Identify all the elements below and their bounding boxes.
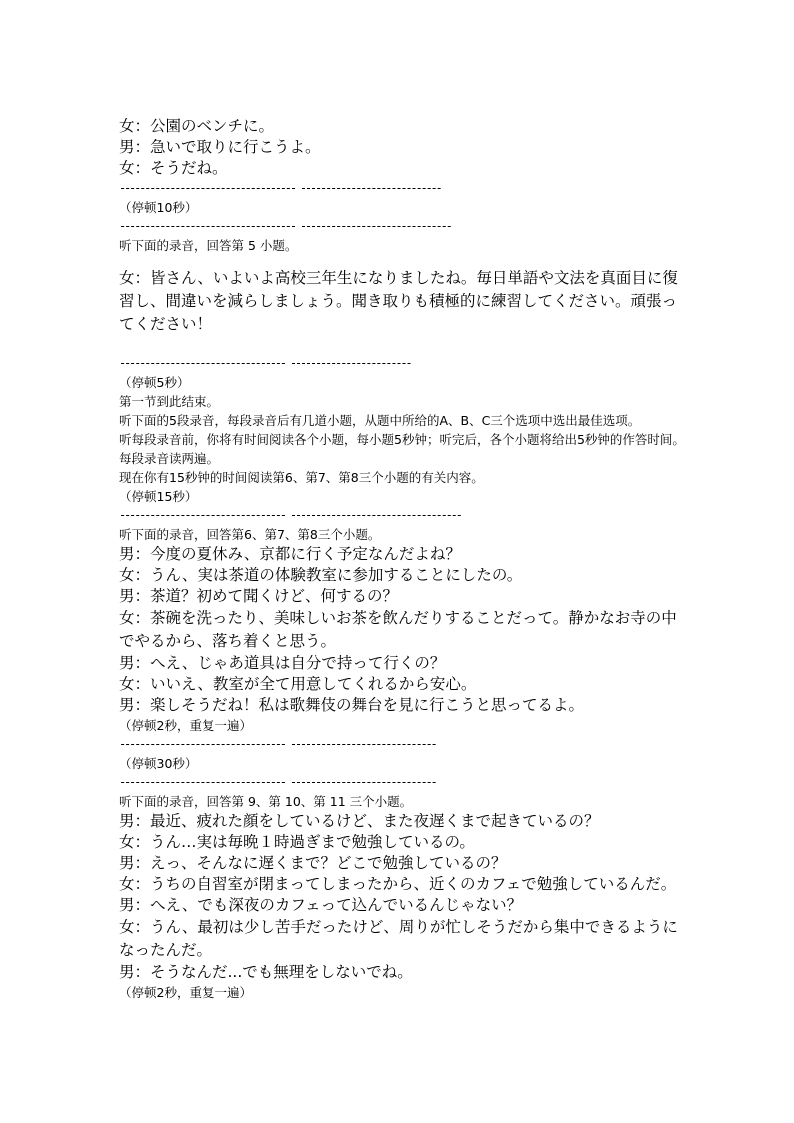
dialogue-line: 女：うちの自習室が閉まってしまったから、近くのカフェで勉強しているんだ。: [119, 875, 677, 893]
separator-line: --------------------------------- ------------------------: [119, 356, 411, 370]
dialogue-line: 男：楽しそうだね！私は歌舞伎の舞台を見に行こうと思ってるよ。: [119, 696, 585, 714]
separator-line: ----------------------------------- ------------------------------: [119, 219, 451, 233]
instruction-line: （停顿2秒，重复一遍）: [119, 985, 252, 1000]
instruction-line: （停顿5秒）: [119, 375, 190, 390]
dialogue-paragraph: 女：皆さん、いよいよ高校三年生になりましたね。毎日単語や文法を真面目に復習し、間違いを減らしましょう。聞き取りも積極的に練習してください。頑張ってください！: [119, 269, 678, 333]
instruction-line: 第一节到此结束。: [119, 394, 220, 409]
dialogue-paragraph: 女：茶碗を洗ったり、美味しいお茶を飲んだりすることだって。静かなお寺の中でやるから、落ち着くと思う。: [119, 609, 677, 650]
document-page: [119, 116, 689, 1002]
separator-line: --------------------------------- -----------------------------: [119, 775, 436, 789]
dialogue-line: 女：いいえ、教室が全て用意してくれるから安心。: [119, 675, 477, 693]
dialogue-line: 女：公園のベンチに。: [119, 117, 275, 135]
dialogue-line: 女：うん、実は茶道の体験教室に参加することにしたの。: [119, 566, 523, 584]
instruction-line: 听下面的5段录音，每段录音后有几道小题，从题中所给的A、B、C三个选项中选出最佳选项。: [119, 413, 641, 428]
dialogue-line: 女：うん…実は毎晩１時過ぎまで勉強しているの。: [119, 833, 475, 851]
dialogue-line: 男：そうなんだ...でも無理をしないでね。: [119, 963, 413, 981]
dialogue-line: 男：茶道？初めて聞くけど、何するの？: [119, 587, 399, 605]
instruction-line: （停顿15秒）: [119, 489, 198, 504]
instruction-line: 现在你有15秒钟的时间阅读第6、第7、第8三个小题的有关内容。: [119, 470, 484, 485]
dialogue-paragraph: 女：うん、最初は少し苦手だったけど、周りが忙しそうだから集中できるようになったんだ。: [119, 918, 678, 959]
instruction-line: （停顿30秒）: [119, 756, 198, 771]
instruction-line: （停顿2秒，重复一遍）: [119, 718, 252, 733]
dialogue-line: 男：えっ、そんなに遅くまで？どこで勉強しているの？: [119, 854, 507, 872]
spacer: [119, 255, 689, 267]
instruction-line: 听下面的录音，回答第 9、第 10、第 11 三个小题。: [119, 794, 413, 809]
instruction-line: 听下面的录音，回答第 5 小题。: [119, 238, 298, 253]
separator-line: --------------------------------- ----------------------------------: [119, 508, 461, 522]
dialogue-line: 男：へえ、でも深夜のカフェって込んでいるんじゃない？: [119, 896, 523, 914]
dialogue-line: 男：へえ、じゃあ道具は自分で持って行くの？: [119, 654, 446, 672]
separator-line: --------------------------------- -----------------------------: [119, 737, 436, 751]
dialogue-line: 女：そうだね。: [119, 159, 228, 177]
instruction-paragraph: 听每段录音前，你将有时间阅读各个小题，每小题5秒钟；听完后，各个小题将给出5秒钟的作答时间。每段录音读两遍。: [119, 432, 685, 466]
dialogue-line: 男：最近、疲れた顔をしているけど、また夜遅くまで起きているの？: [119, 812, 600, 830]
dialogue-line: 男：急いで取りに行こうよ。: [119, 138, 321, 156]
separator-line: ----------------------------------- ----------------------------: [119, 181, 441, 195]
instruction-line: （停顿10秒）: [119, 200, 198, 215]
spacer: [119, 336, 689, 354]
dialogue-line: 男：今度の夏休み、京都に行く予定なんだよね？: [119, 545, 461, 563]
instruction-line: 听下面的录音，回答第6、第7、第8三个小题。: [119, 527, 381, 542]
